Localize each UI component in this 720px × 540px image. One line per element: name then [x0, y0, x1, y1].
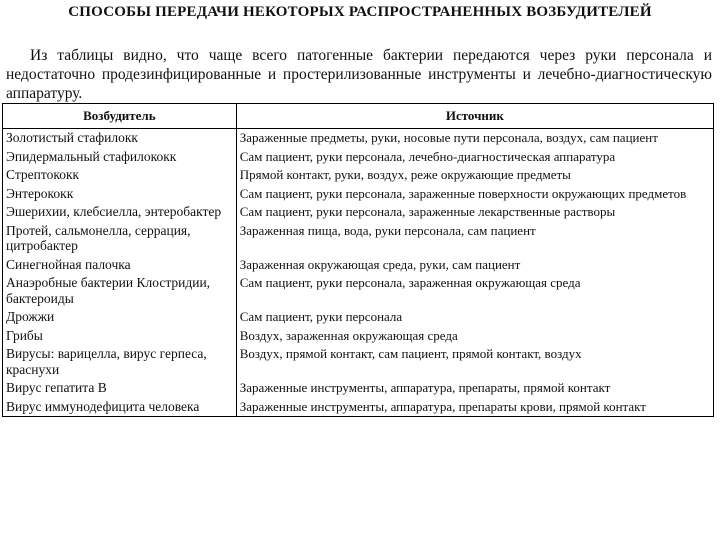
table-row — [3, 398, 714, 417]
pathogen-cell: Синегнойная палочка — [3, 256, 237, 275]
pathogen-cell: Золотистый стафилокк — [3, 129, 237, 148]
transmission-table — [2, 103, 714, 417]
header-source: Источник — [236, 104, 713, 129]
table-row — [3, 256, 714, 275]
table-row — [3, 222, 714, 256]
source-cell: Зараженные предметы, руки, носовые пути персонала, воздух, сам пациент — [236, 129, 713, 148]
source-cell: Зараженная окружающая среда, руки, сам пациент — [236, 256, 713, 275]
header-pathogen: Возбудитель — [3, 104, 237, 129]
intro-paragraph: Из таблицы видно, что чаще всего патогенные бактерии передаются через руки персонала и недостаточно продезинфицированные и простерилизованные инструменты и лечебно-диагностическую аппаратуру. — [6, 47, 712, 102]
table-row — [3, 327, 714, 346]
table-row — [3, 148, 714, 167]
table-row — [3, 203, 714, 222]
page-title: СПОСОБЫ ПЕРЕДАЧИ НЕКОТОРЫХ РАСПРОСТРАНЕННЫХ ВОЗБУДИТЕЛЕЙ — [68, 4, 652, 20]
table-row — [3, 129, 714, 148]
source-cell: Зараженные инструменты, аппаратура, препараты крови, прямой контакт — [236, 398, 713, 417]
table-row — [3, 166, 714, 185]
pathogen-cell: Эпидермальный стафилококк — [3, 148, 237, 167]
table-row — [3, 379, 714, 398]
source-cell: Сам пациент, руки персонала — [236, 308, 713, 327]
table-row — [3, 274, 714, 308]
pathogen-cell: Эшерихии, клебсиелла, энтеробактер — [3, 203, 237, 222]
source-cell: Сам пациент, руки персонала, зараженные лекарственные растворы — [236, 203, 713, 222]
table-header-row — [3, 104, 714, 129]
pathogen-cell: Дрожжи — [3, 308, 237, 327]
pathogen-cell: Энтерококк — [3, 185, 237, 204]
pathogen-cell: Грибы — [3, 327, 237, 346]
pathogen-cell: Вирусы: варицелла, вирус герпеса, краснухи — [3, 345, 237, 379]
pathogen-cell: Вирус гепатита В — [3, 379, 237, 398]
pathogen-cell: Вирус иммунодефицита человека — [3, 398, 237, 417]
pathogen-cell: Протей, сальмонелла, серрация, цитробактер — [3, 222, 237, 256]
source-cell: Сам пациент, руки персонала, зараженные поверхности окружающих предметов — [236, 185, 713, 204]
pathogen-cell: Анаэробные бактерии Клостридии, бактероиды — [3, 274, 237, 308]
table-row — [3, 185, 714, 204]
table-row — [3, 308, 714, 327]
source-cell: Зараженная пища, вода, руки персонала, сам пациент — [236, 222, 713, 256]
source-cell: Воздух, зараженная окружающая среда — [236, 327, 713, 346]
source-cell: Зараженные инструменты, аппаратура, препараты, прямой контакт — [236, 379, 713, 398]
source-cell: Сам пациент, руки персонала, зараженная окружающая среда — [236, 274, 713, 308]
table-row — [3, 345, 714, 379]
source-cell: Сам пациент, руки персонала, лечебно-диагностическая аппаратура — [236, 148, 713, 167]
source-cell: Воздух, прямой контакт, сам пациент, прямой контакт, воздух — [236, 345, 713, 379]
source-cell: Прямой контакт, руки, воздух, реже окружающие предметы — [236, 166, 713, 185]
pathogen-cell: Стрептококк — [3, 166, 237, 185]
